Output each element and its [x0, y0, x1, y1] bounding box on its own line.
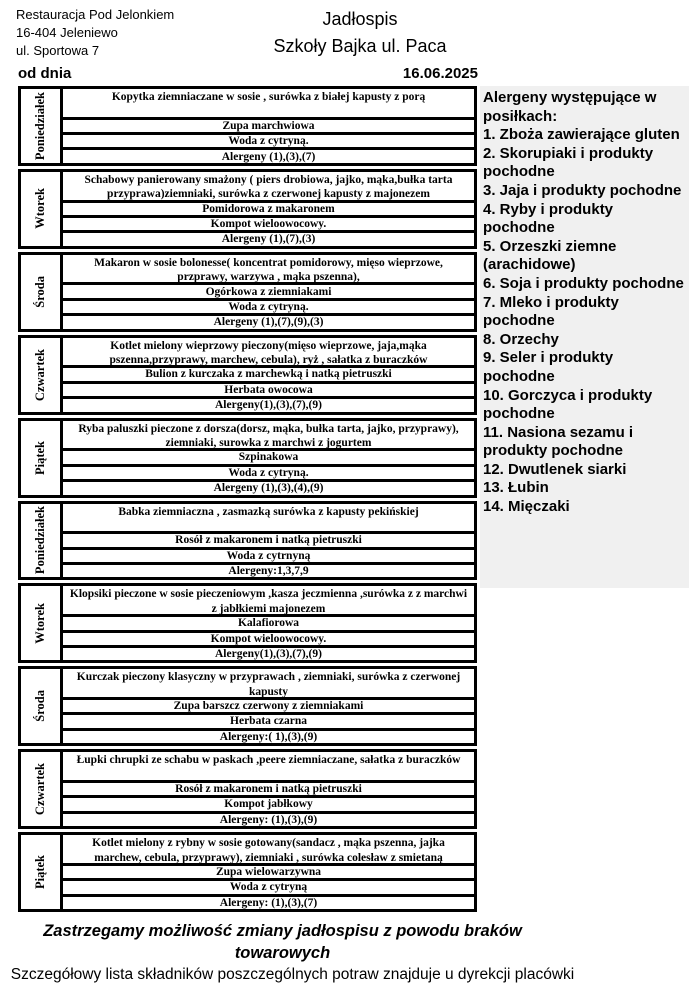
main-dish: Schabowy panierowany smażony ( piers drobiowa, jajko, mąka,bułka tarta przyprawa)ziemniaki, surówka z czerwonej kapusty z majonezem [84, 173, 453, 200]
from-date-label: od dnia [18, 65, 72, 82]
dish-column [63, 752, 474, 826]
day-name: Czwartek [33, 348, 47, 401]
day-name: Środa [33, 275, 47, 308]
drink: Woda z cytryną [63, 878, 474, 893]
dish-column [63, 504, 474, 578]
day-name-cell [21, 504, 63, 578]
soup: Zupa marchwiowa [63, 117, 474, 132]
drink: Woda z cytryną. [63, 464, 474, 479]
day-block [18, 501, 477, 581]
allergen-item: 4. Ryby i produkty pochodne [483, 200, 614, 237]
day-block [18, 749, 477, 829]
allergens-row: Alergeny: (1),(3),(7) [63, 894, 474, 909]
allergen-item: 11. Nasiona sezamu i produkty pochodne [483, 423, 634, 460]
day-block [18, 169, 477, 249]
soup: Rosół z makaronem i natką pietruszki [63, 531, 474, 546]
dish-column [63, 586, 474, 660]
day-name: Piątek [33, 855, 47, 890]
restaurant-name: Restauracja Pod Jelonkiem [16, 7, 175, 22]
menu-table [18, 86, 477, 912]
allergens-row: Alergeny (1),(7),(3) [63, 230, 474, 245]
day-block [18, 666, 477, 746]
soup: Zupa wielowarzywna [63, 863, 474, 878]
allergens-row: Alergeny (1),(3),(7) [63, 147, 474, 162]
dish-column [63, 421, 474, 495]
footer-note: Szczegółowy lista składników poszczególnych potraw znajduje u dyrekcji placówki [10, 966, 575, 983]
title-line-1: Jadłospis [322, 9, 398, 29]
allergen-item: 2. Skorupiaki i produkty pochodne [483, 144, 654, 181]
allergens-row: Alergeny: (1),(3),(9) [63, 811, 474, 826]
drink: Woda z cytrnyną [63, 547, 474, 562]
soup: Zupa barszcz czerwony z ziemniakami [63, 697, 474, 712]
dish-column [63, 338, 474, 412]
main-dish: Kotlet mielony wieprzowy pieczony(mięso wieprzowe, jaja,mąka pszenna,przyprawy, marchew, cebula), ryż , sałatka z buraczków [109, 339, 428, 366]
day-name: Wtorek [33, 603, 47, 644]
day-name: Środa [33, 690, 47, 723]
allergen-item: 9. Seler i produkty pochodne [483, 349, 614, 385]
soup: Kalafiorowa [63, 614, 474, 629]
allergens-row: Alergeny(1),(3),(7),(9) [63, 645, 474, 660]
day-name: Czwartek [33, 763, 47, 816]
allergen-item: 8. Orzechy [483, 330, 559, 348]
restaurant-postcode-city: 16-404 Jeleniewo [16, 25, 118, 41]
allergen-item: 3. Jaja i produkty pochodne [483, 181, 682, 199]
drink: Woda z cytryną. [63, 132, 474, 147]
day-name-cell [21, 752, 63, 826]
main-dish: Kurczak pieczony klasyczny w przyprawach , ziemniaki, surówka z czerwonej kapusty [76, 671, 461, 698]
main-dish: Babka ziemniaczna , zasmazką surówka z kapusty pekińskiej [118, 505, 419, 518]
soup: Rosół z makaronem i natką pietruszki [63, 780, 474, 795]
restaurant-street: ul. Sportowa 7 [16, 43, 100, 59]
drink: Kompot jabłkowy [63, 795, 474, 810]
day-name: Poniedziałek [33, 506, 47, 575]
day-name: Wtorek [33, 188, 47, 230]
day-name: Piątek [33, 440, 47, 475]
drink: Kompot wieloowocowy. [63, 215, 474, 230]
allergen-item: 12. Dwutlenek siarki [483, 460, 627, 478]
day-name-cell [21, 89, 63, 163]
restaurant-info [16, 6, 174, 61]
soup: Pomidorowa z makaronem [63, 200, 474, 215]
title-line-2: Szkoły Bajka ul. Paca [273, 36, 447, 56]
allergen-item: 10. Gorczyca i produkty pochodne [483, 386, 653, 423]
menu-date: 16.06.2025 [402, 65, 478, 82]
soup: Szpinakowa [63, 448, 474, 463]
allergens-row: Alergeny(1),(3),(7),(9) [63, 396, 474, 411]
main-dish: Kotlet mielony z rybny w sosie gotowany(sandacz , mąka pszenna, jajka marchew, cebula, przyprawy), ziemniaki , surówka colesław z smietaną [92, 837, 445, 863]
drink: Herbata czarna [63, 712, 474, 727]
day-block [18, 86, 477, 166]
day-name-cell [21, 586, 63, 660]
allergen-item: 7. Mleko i produkty pochodne [483, 293, 619, 330]
main-dish: Makaron w sosie bolonesse( koncentrat pomidorowy, mięso wieprzowe, przprawy, warzywa , mąka pszenna), [94, 256, 443, 283]
dish-column [63, 835, 474, 909]
main-dish: Ryba paluszki pieczone z dorsza(dorsz, mąka, bułka tarta, jajko, przyprawy), ziemniaki, surowka z marchwi z jogurtem [78, 422, 459, 449]
day-name-cell [21, 835, 63, 909]
soup: Ogórkowa z ziemniakami [63, 282, 474, 297]
main-dish: Kopytka ziemniaczane w sosie , surówka z białej kapusty z porą [111, 91, 426, 103]
dish-column [63, 255, 474, 329]
day-name-cell [21, 255, 63, 329]
dish-column [63, 172, 474, 246]
document-title [165, 6, 555, 60]
allergen-item: 6. Soja i produkty pochodne [483, 274, 684, 292]
day-block [18, 335, 477, 415]
day-name: Poniedziałek [33, 91, 47, 160]
allergen-item: 13. Łubin [483, 479, 549, 497]
dish-column [63, 89, 474, 163]
day-name-cell [21, 338, 63, 412]
day-block [18, 418, 477, 498]
day-block [18, 252, 477, 332]
allergen-item: 5. Orzeszki ziemne (arachidowe) [483, 237, 617, 274]
allergen-panel [480, 86, 689, 588]
allergens-row: Alergeny:1,3,7,9 [63, 562, 474, 577]
allergen-list [483, 126, 687, 516]
soup: Bulion z kurczaka z marchewką i natką pietruszki [63, 365, 474, 380]
day-name-cell [21, 669, 63, 743]
footer-disclaimer: Zastrzegamy możliwość zmiany jadłospisu z powodu braków towarowych [43, 922, 522, 963]
drink: Herbata owocowa [63, 381, 474, 396]
allergens-row: Alergeny (1),(3),(4),(9) [63, 479, 474, 494]
allergen-panel-heading: Alergeny występujące w posiłkach: [483, 89, 657, 125]
day-name-cell [21, 172, 63, 246]
drink: Kompot wieloowocowy. [63, 630, 474, 645]
allergen-item: 1. Zboża zawierające gluten [483, 126, 680, 144]
day-name-cell [21, 421, 63, 495]
dish-column [63, 669, 474, 743]
allergen-item: 14. Mięczaki [483, 498, 570, 516]
main-dish: Klopsiki pieczone w sosie pieczeniowym ,kasza jeczmienna ,surówka z z marchwi z jabłkiemi majonezem [69, 588, 468, 615]
day-block [18, 832, 477, 912]
drink: Woda z cytryną. [63, 298, 474, 313]
allergens-row: Alergeny:( 1),(3),(9) [63, 728, 474, 743]
allergens-row: Alergeny (1),(7),(9),(3) [63, 313, 474, 328]
main-dish: Łupki chrupki ze schabu w paskach ,peere ziemniaczane, sałatka z buraczków [76, 754, 461, 767]
day-block [18, 583, 477, 663]
